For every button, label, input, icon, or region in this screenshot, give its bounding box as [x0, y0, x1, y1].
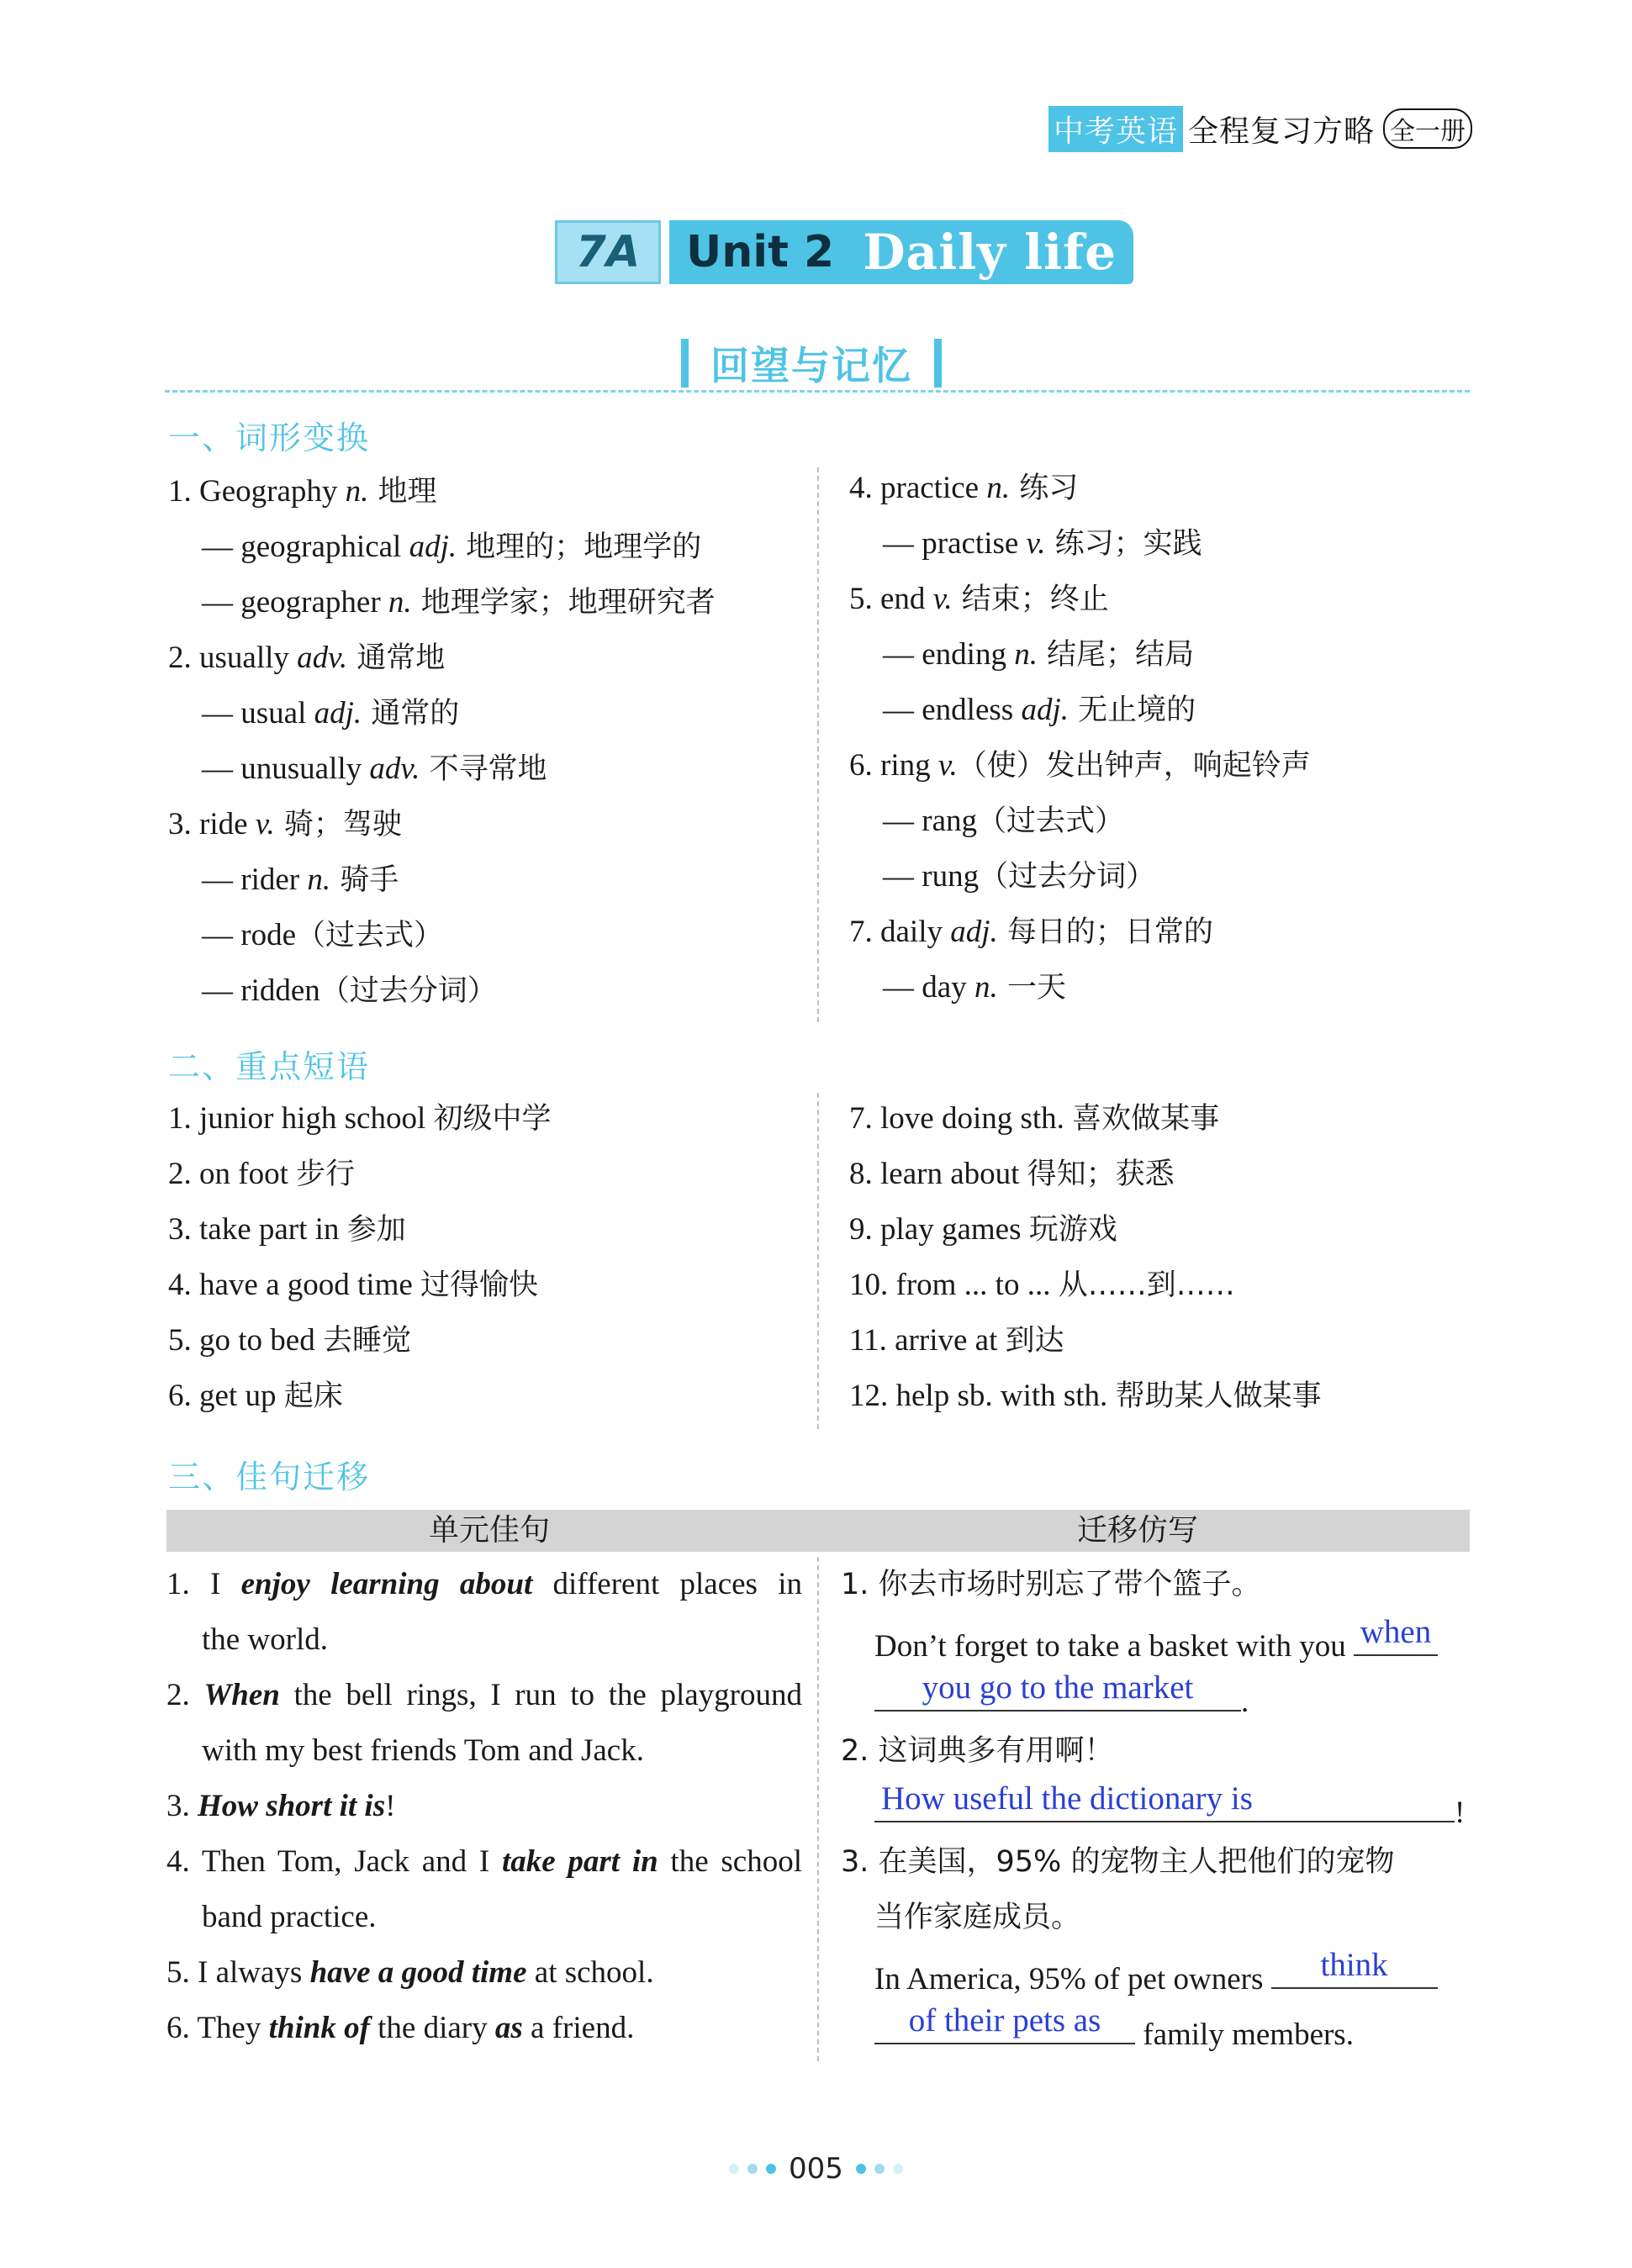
word-form-en: — ridden — [202, 973, 320, 1008]
word-form-en: — endless — [883, 693, 1022, 727]
phrase-zh: 玩游戏 — [1028, 1213, 1117, 1247]
phrase-entry — [849, 1258, 1322, 1313]
footer-dot — [766, 2164, 776, 2174]
word-form-entry — [849, 738, 1311, 794]
transfer-1-zh: 1. 你去市场时别忘了带个篮子。 — [841, 1568, 1261, 1601]
part-of-speech: v. — [937, 748, 958, 783]
phrase-zh: 初级中学 — [433, 1102, 552, 1136]
sentence-text: the bell rings, I run to the playground — [279, 1678, 802, 1712]
review-bar-left — [681, 339, 689, 388]
footer-dot — [747, 2164, 758, 2174]
part-of-speech: v. — [255, 807, 275, 841]
word-form-zh: （过去式） — [296, 919, 444, 952]
word-form-en: — rode — [202, 918, 296, 952]
sentence-3 — [166, 1779, 802, 1834]
phrase-en: 2. on foot — [168, 1157, 297, 1191]
part-of-speech: n. — [345, 474, 369, 509]
word-form-entry — [168, 741, 716, 797]
transfer-text: In America, 95% of pet owners — [874, 1962, 1271, 1996]
word-form-zh: 每日的；日常的 — [997, 915, 1213, 949]
transfer-exercises — [841, 1557, 1473, 2056]
word-form-zh: 练习 — [1010, 472, 1079, 505]
sentence-text: 2. — [166, 1678, 204, 1712]
part-of-speech: adj. — [409, 530, 457, 564]
sentence-2 — [166, 1668, 802, 1723]
phrases-left — [168, 1091, 552, 1424]
word-form-zh: 结尾；结局 — [1037, 638, 1195, 672]
word-form-en: 6. ring — [849, 748, 938, 783]
part-of-speech: adv. — [369, 752, 420, 786]
sentence-emphasis: think of — [268, 2011, 370, 2045]
word-form-entry — [168, 852, 716, 908]
unit-banner — [555, 220, 1133, 284]
word-form-en: — rider — [202, 862, 308, 897]
word-form-entry — [168, 797, 716, 852]
transfer-text: family members. — [1135, 2017, 1354, 2052]
phrase-entry — [168, 1202, 552, 1258]
page-footer — [0, 2152, 1632, 2186]
transfer-2-zh: 2. 这词典多有用啊！ — [841, 1734, 1114, 1768]
word-form-en: — geographical — [202, 530, 409, 564]
word-form-zh: （使）发出钟声，响起铃声 — [957, 749, 1311, 783]
answer-blank[interactable] — [874, 2001, 1135, 2044]
column-divider — [817, 1557, 819, 2061]
word-form-zh: 练习；实践 — [1045, 527, 1202, 561]
phrase-en: 12. help sb. with sth. — [849, 1379, 1116, 1413]
sentence-text: 5. I always — [166, 1955, 310, 1990]
answer-blank[interactable] — [874, 1668, 1241, 1712]
phrase-zh: 去睡觉 — [322, 1324, 411, 1358]
model-sentences — [166, 1557, 802, 2056]
transfer-3-zh-2: 当作家庭成员。 — [874, 1901, 1081, 1934]
phrase-entry — [849, 1369, 1322, 1424]
table-header — [166, 1510, 1470, 1552]
word-form-en: — geographer — [202, 585, 388, 620]
review-title: 回望与记忆 — [710, 343, 912, 388]
sentence-text: a friend. — [522, 2011, 635, 2045]
phrase-en: 5. go to bed — [168, 1323, 323, 1358]
word-form-en: 7. daily — [849, 915, 951, 949]
phrase-entry — [849, 1202, 1322, 1258]
answer-text: you go to the market — [922, 1669, 1194, 1706]
sentence-text: different places in — [532, 1567, 802, 1601]
word-form-en: — ending — [883, 637, 1015, 672]
part-of-speech: adj. — [314, 696, 362, 731]
part-of-speech: v. — [932, 582, 953, 616]
answer-text: of their pets as — [908, 2002, 1101, 2039]
transfer-text: Don’t forget to take a basket with you — [874, 1629, 1354, 1664]
phrase-entry — [168, 1091, 552, 1147]
sentence-emphasis: as — [494, 2011, 523, 2045]
table-header-left: 单元佳句 — [429, 1513, 551, 1548]
phrase-zh: 帮助某人做某事 — [1115, 1379, 1322, 1413]
part-of-speech: adv. — [297, 641, 348, 675]
part-of-speech: n. — [974, 970, 998, 1005]
sentence-text: ! — [385, 1789, 396, 1823]
sentence-text: at school. — [526, 1955, 654, 1990]
phrase-entry — [168, 1369, 552, 1424]
answer-text: think — [1320, 1947, 1388, 1983]
phrase-zh: 过得愉快 — [420, 1268, 539, 1302]
word-form-entry — [849, 960, 1311, 1015]
transfer-3-en — [841, 1945, 1473, 2001]
phrase-zh: 从……到…… — [1058, 1268, 1235, 1302]
answer-text: How useful the dictionary is — [881, 1780, 1253, 1817]
sentence-text: 6. They — [166, 2011, 269, 2045]
sentence-2-cont: with my best friends Tom and Jack. — [202, 1733, 644, 1768]
footer-dot — [874, 2164, 885, 2174]
word-form-zh: 骑手 — [330, 863, 399, 897]
transfer-text: ! — [1455, 1796, 1466, 1830]
sentence-emphasis: have a good time — [309, 1955, 527, 1990]
word-form-zh: 通常的 — [362, 697, 460, 731]
page-number: 005 — [789, 2152, 843, 2186]
word-form-en: 5. end — [849, 582, 933, 616]
word-form-zh: （过去式） — [977, 804, 1125, 838]
section-heading-word-forms: 一、词形变换 — [168, 419, 371, 456]
phrase-en: 9. play games — [849, 1212, 1029, 1247]
word-form-zh: 无止境的 — [1068, 694, 1196, 727]
footer-dot — [856, 2164, 866, 2174]
phrases-right — [849, 1091, 1322, 1424]
book-title-part-b: 全程复习方略 — [1187, 113, 1375, 149]
transfer-text: . — [1241, 1685, 1249, 1719]
word-form-en: — unusually — [202, 752, 370, 786]
book-title-part-a: 中考英语 — [1048, 106, 1183, 152]
phrase-en: 10. from ... to ... — [849, 1268, 1059, 1302]
footer-dot — [893, 2164, 903, 2174]
footer-dot — [729, 2164, 739, 2174]
book-title-part-c: 全一册 — [1383, 108, 1472, 149]
word-form-zh: 地理 — [368, 475, 437, 509]
phrase-zh: 参加 — [346, 1213, 406, 1247]
sentence-text: 3. — [166, 1789, 198, 1823]
phrase-entry — [849, 1313, 1322, 1369]
word-forms-right — [849, 461, 1311, 1015]
answer-text: when — [1360, 1614, 1432, 1650]
phrase-en: 8. learn about — [849, 1157, 1027, 1191]
word-form-entry — [849, 849, 1311, 905]
sentence-text: 1. I — [166, 1567, 241, 1601]
phrase-zh: 步行 — [296, 1158, 356, 1191]
word-form-en: 2. usually — [168, 641, 298, 675]
word-form-entry — [168, 963, 716, 1019]
word-form-zh: 地理的；地理学的 — [457, 530, 702, 564]
sentence-emphasis: enjoy learning about — [240, 1567, 533, 1601]
answer-blank[interactable] — [874, 1779, 1455, 1822]
grade-tag: 7A — [555, 220, 661, 284]
word-form-en: 4. practice — [849, 471, 987, 505]
word-form-entry — [849, 516, 1311, 572]
section-heading-sentences: 三、佳句迁移 — [168, 1458, 371, 1495]
sentence-emphasis: When — [203, 1678, 280, 1712]
sentence-emphasis: How short it is — [198, 1789, 386, 1823]
sentence-5 — [166, 1945, 802, 2001]
sentence-1-cont: the world. — [202, 1622, 329, 1657]
phrase-zh: 喜欢做某事 — [1072, 1102, 1220, 1136]
phrase-en: 7. love doing sth. — [849, 1101, 1073, 1136]
word-form-zh: 不寻常地 — [420, 752, 547, 786]
part-of-speech: n. — [1014, 637, 1038, 672]
section-heading-phrases: 二、重点短语 — [168, 1048, 371, 1085]
unit-box — [669, 220, 1133, 284]
sentence-text: 4. Then Tom, Jack and I — [166, 1844, 502, 1879]
word-form-en: — day — [883, 970, 974, 1005]
part-of-speech: n. — [388, 585, 412, 620]
word-form-entry — [168, 686, 716, 741]
answer-blank[interactable] — [1354, 1612, 1438, 1656]
sentence-4-cont: band practice. — [202, 1900, 377, 1934]
part-of-speech: n. — [986, 471, 1011, 505]
phrase-entry — [849, 1147, 1322, 1202]
sentence-4 — [166, 1834, 802, 1890]
sentence-text: the school — [658, 1844, 802, 1879]
word-form-zh: （过去分词） — [320, 974, 497, 1008]
part-of-speech: adj. — [950, 915, 998, 949]
table-header-right: 迁移仿写 — [1077, 1513, 1199, 1548]
phrase-zh: 得知；获悉 — [1027, 1158, 1175, 1191]
column-divider — [817, 1093, 819, 1429]
word-form-zh: 结束；终止 — [952, 583, 1109, 616]
phrase-entry — [849, 1091, 1322, 1147]
word-form-entry — [168, 575, 716, 630]
answer-blank[interactable] — [1271, 1945, 1438, 1989]
book-title — [1048, 108, 1472, 150]
word-form-en: — usual — [202, 696, 314, 731]
review-heading — [681, 336, 942, 390]
transfer-2-en — [841, 1779, 1473, 1834]
sentence-1 — [166, 1557, 802, 1612]
part-of-speech: adj. — [1021, 693, 1069, 727]
word-form-en: — rung — [883, 859, 980, 894]
transfer-3-zh-1: 3. 在美国，95% 的宠物主人把他们的宠物 — [841, 1845, 1395, 1879]
word-form-zh: （过去分词） — [979, 860, 1156, 894]
word-form-entry — [168, 520, 716, 575]
phrase-en: 1. junior high school — [168, 1101, 434, 1136]
word-form-entry — [849, 627, 1311, 683]
word-form-zh: 通常地 — [347, 641, 446, 675]
phrase-en: 4. have a good time — [168, 1268, 421, 1302]
column-divider — [817, 467, 819, 1022]
divider-dashed — [165, 390, 1470, 393]
word-form-zh: 骑；驾驶 — [274, 808, 402, 841]
transfer-1-en — [841, 1612, 1473, 1668]
transfer-3-en-cont — [841, 2001, 1473, 2056]
word-form-zh: 一天 — [997, 971, 1066, 1005]
word-form-entry — [849, 572, 1311, 627]
part-of-speech: n. — [307, 862, 331, 897]
phrase-zh: 起床 — [283, 1379, 343, 1413]
word-form-entry — [168, 464, 716, 520]
sentence-6 — [166, 2001, 802, 2056]
part-of-speech: v. — [1026, 526, 1046, 561]
word-form-en: — rang — [883, 804, 977, 838]
word-form-entry — [168, 908, 716, 963]
sentence-text: the diary — [369, 2011, 495, 2045]
unit-label: Unit 2 — [686, 227, 835, 277]
phrase-en: 11. arrive at — [849, 1323, 1006, 1358]
word-forms-left — [168, 464, 716, 1019]
word-form-entry — [849, 461, 1311, 516]
phrase-en: 6. get up — [168, 1379, 284, 1413]
phrase-entry — [168, 1258, 552, 1313]
phrase-en: 3. take part in — [168, 1212, 347, 1247]
word-form-entry — [849, 683, 1311, 738]
word-form-entry — [849, 794, 1311, 849]
phrase-entry — [168, 1147, 552, 1202]
word-form-zh: 地理学家；地理研究者 — [411, 586, 716, 620]
unit-title: Daily life — [863, 224, 1117, 281]
phrase-entry — [168, 1313, 552, 1369]
phrase-zh: 到达 — [1005, 1324, 1064, 1358]
sentence-emphasis: take part in — [501, 1844, 658, 1879]
review-bar-right — [934, 339, 942, 388]
word-form-en: 1. Geography — [168, 474, 346, 509]
word-form-entry — [849, 905, 1311, 960]
word-form-entry — [168, 630, 716, 686]
transfer-1-en-cont — [841, 1668, 1473, 1723]
word-form-en: 3. ride — [168, 807, 256, 841]
word-form-en: — practise — [883, 526, 1027, 561]
